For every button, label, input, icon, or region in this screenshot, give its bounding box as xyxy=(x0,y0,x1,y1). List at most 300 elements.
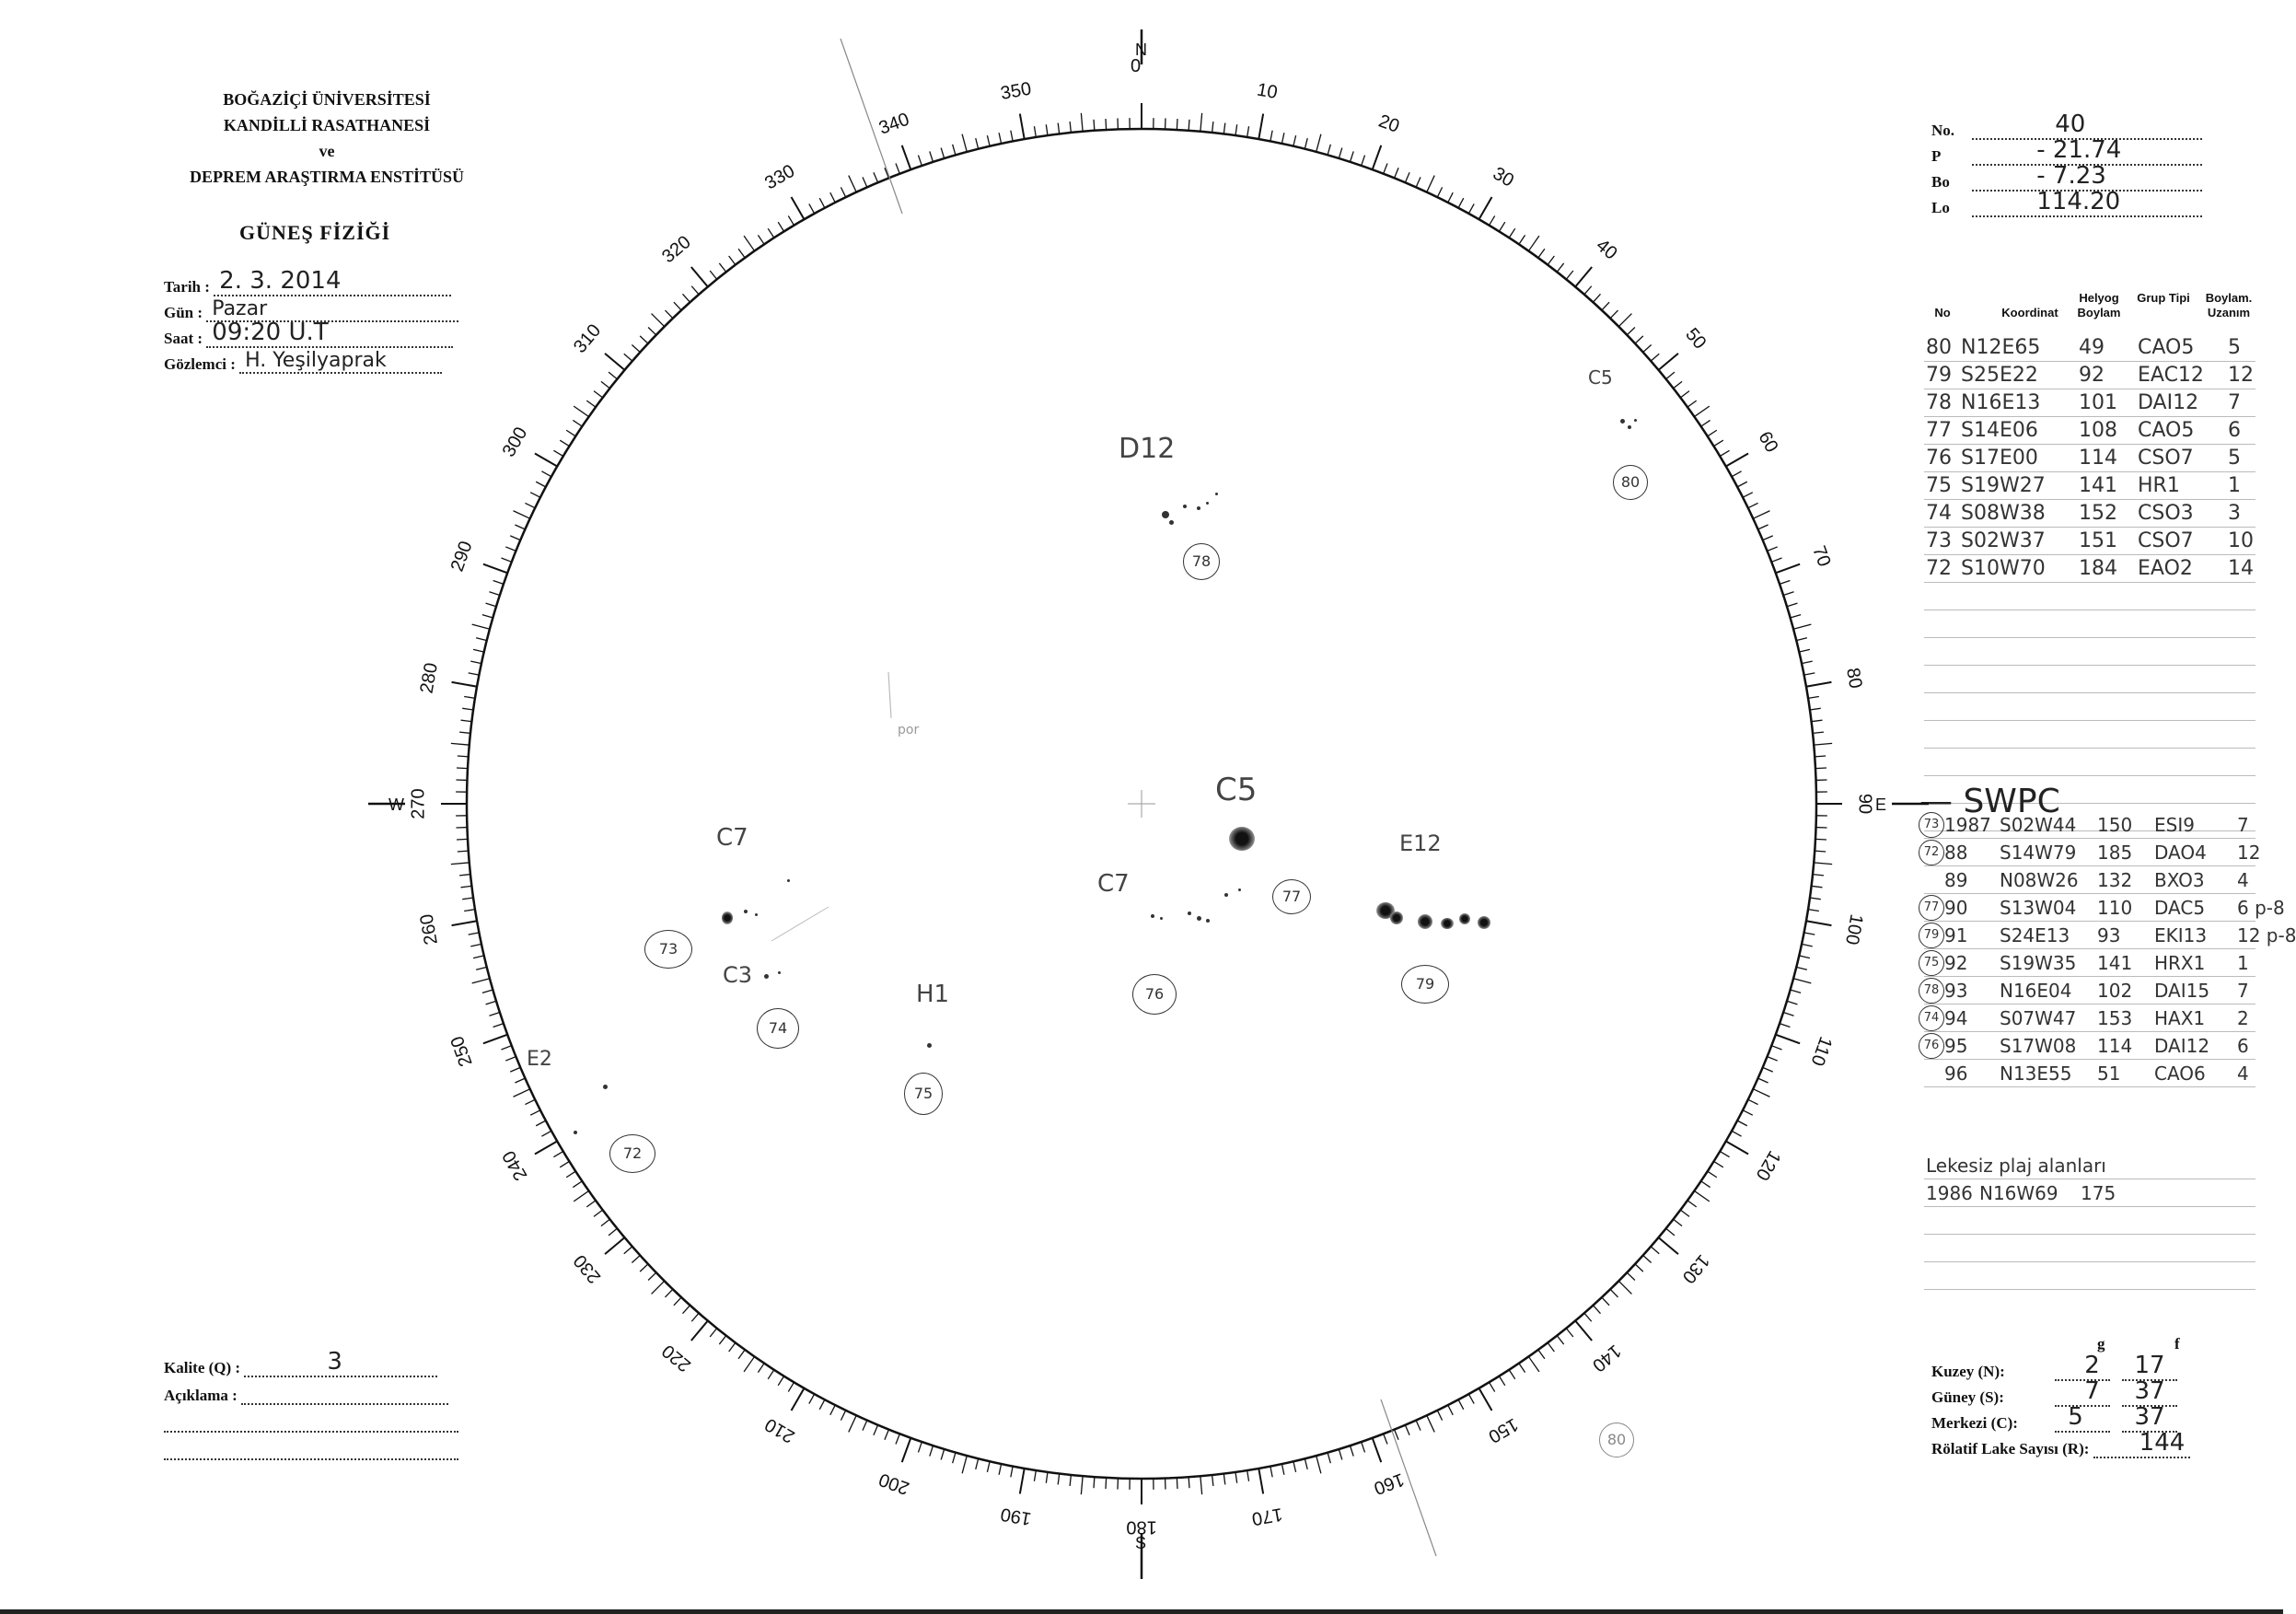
count-north-g: 2 xyxy=(2084,1352,2100,1379)
degree-tick xyxy=(451,743,470,745)
param-lo-label: Lo xyxy=(1931,199,1950,216)
degree-tick xyxy=(469,673,480,675)
degree-label: 270 xyxy=(408,788,429,819)
degree-tick xyxy=(535,454,557,467)
degree-tick xyxy=(902,1438,911,1462)
relative-number-value: 144 xyxy=(2139,1429,2186,1457)
swpc-cell-coord: S19W35 xyxy=(2000,952,2077,974)
degree-tick xyxy=(1771,1046,1781,1050)
swpc-cell-no: 91 xyxy=(1944,924,1968,946)
degree-tick xyxy=(1748,503,1758,507)
degree-tick xyxy=(573,1181,582,1188)
degree-tick xyxy=(1806,921,1832,925)
table-cell-no: 79 xyxy=(1926,364,1952,387)
group-79-spot xyxy=(1459,913,1470,924)
degree-tick xyxy=(648,327,656,334)
degree-label: 350 xyxy=(999,78,1033,104)
swpc-cell-ext: 2 xyxy=(2237,1007,2249,1029)
group-73-label: C7 xyxy=(716,824,748,852)
degree-tick xyxy=(1339,148,1342,158)
group-72-label: E2 xyxy=(527,1048,552,1071)
table-cell-no: 76 xyxy=(1926,447,1952,470)
degree-tick xyxy=(918,1442,922,1452)
degree-tick xyxy=(674,302,681,310)
swpc-cell-lon: 185 xyxy=(2097,842,2133,864)
group-73-spot xyxy=(722,912,733,924)
swpc-cell-lon: 141 xyxy=(2097,952,2133,974)
section-title: GÜNEŞ FİZİĞİ xyxy=(239,221,391,244)
pore-label: por xyxy=(898,723,920,737)
degree-tick xyxy=(1058,1474,1059,1485)
degree-label: 40 xyxy=(1592,235,1621,264)
degree-tick xyxy=(1793,979,1811,983)
degree-tick xyxy=(486,1001,496,1004)
degree-tick xyxy=(999,133,1001,144)
group-72-number: 72 xyxy=(609,1134,655,1173)
degree-tick xyxy=(1804,933,1815,935)
degree-tick xyxy=(691,1313,699,1321)
degree-tick xyxy=(1666,1228,1675,1236)
group-76-label: C7 xyxy=(1097,870,1130,898)
swpc-cell-no: 90 xyxy=(1944,897,1968,919)
group-78-spot xyxy=(1197,506,1200,510)
degree-tick xyxy=(457,839,468,840)
degree-tick xyxy=(1810,708,1821,710)
degree-tick xyxy=(640,1264,648,1271)
degree-tick xyxy=(652,314,665,327)
table-cell-ext: 1 xyxy=(2228,474,2241,497)
group-75-number: 75 xyxy=(904,1073,943,1115)
table-cell-lon: 49 xyxy=(2079,336,2105,359)
group-78-spot xyxy=(1169,520,1174,525)
degree-tick xyxy=(849,176,856,192)
swpc-cell-ext: 4 xyxy=(2237,869,2249,891)
swpc-cell-ext: 4 xyxy=(2237,1062,2249,1085)
degree-tick xyxy=(1351,1446,1354,1456)
degree-label: 290 xyxy=(446,538,477,575)
swpc-cell-lon: 153 xyxy=(2097,1007,2133,1029)
group-78-number: 78 xyxy=(1183,543,1220,580)
plage-lon: 175 xyxy=(2081,1182,2116,1204)
degree-tick xyxy=(744,1356,754,1371)
group-79-label: E12 xyxy=(1399,830,1442,856)
degree-tick xyxy=(819,198,825,208)
group-80-label: C5 xyxy=(1588,366,1613,389)
degree-tick xyxy=(1258,114,1263,140)
degree-tick xyxy=(469,933,480,935)
degree-tick xyxy=(1802,944,1813,946)
degree-tick xyxy=(682,1306,690,1314)
degree-tick xyxy=(1680,1210,1689,1216)
east-label: E xyxy=(1875,795,1887,814)
degree-tick xyxy=(476,638,487,641)
group-75-spot xyxy=(927,1043,932,1048)
table-cell-type: CAO5 xyxy=(2138,336,2195,359)
degree-tick xyxy=(1602,302,1609,310)
count-north-label: Kuzey (N): xyxy=(1931,1363,2005,1380)
swpc-cell-coord: S17W08 xyxy=(2000,1035,2077,1057)
degree-tick xyxy=(1758,525,1768,529)
degree-tick xyxy=(665,310,672,319)
degree-tick xyxy=(472,979,490,983)
degree-tick xyxy=(501,558,511,562)
degree-tick xyxy=(493,1024,504,1028)
table-cell-ext: 3 xyxy=(2228,502,2241,525)
degree-tick xyxy=(1458,1399,1464,1410)
degree-tick xyxy=(1509,228,1515,238)
degree-label: 140 xyxy=(1588,1340,1625,1376)
degree-tick xyxy=(1395,168,1398,178)
degree-tick xyxy=(1674,1219,1682,1225)
table-cell-type: CAO5 xyxy=(2138,419,2195,442)
degree-tick xyxy=(1575,267,1592,286)
degree-tick xyxy=(885,1430,888,1440)
degree-tick xyxy=(594,1210,603,1216)
degree-tick xyxy=(501,1046,511,1050)
degree-tick xyxy=(999,1464,1001,1475)
table-cell-lon: 184 xyxy=(2079,557,2117,580)
degree-tick xyxy=(1427,1415,1434,1432)
table-cell-lon: 152 xyxy=(2079,502,2117,525)
degree-tick xyxy=(1011,1467,1013,1478)
group-77-spot xyxy=(1224,893,1228,897)
degree-tick xyxy=(553,1152,562,1157)
table-cell-type: CSO3 xyxy=(2138,502,2194,525)
degree-tick xyxy=(483,564,507,574)
degree-tick xyxy=(809,1394,815,1403)
swpc-cell-type: EKI13 xyxy=(2154,924,2208,946)
degree-tick xyxy=(738,1350,745,1359)
col-header-no: No xyxy=(1934,306,1951,319)
degree-tick xyxy=(1815,768,1826,769)
degree-label: 150 xyxy=(1484,1413,1522,1447)
degree-label: 70 xyxy=(1808,543,1835,570)
count-center-g: 5 xyxy=(2068,1403,2083,1431)
degree-tick xyxy=(1659,354,1678,370)
group-76-spot xyxy=(1188,912,1191,915)
degree-tick xyxy=(461,720,472,721)
table-cell-type: CSO7 xyxy=(2138,447,2194,470)
swpc-cell-lon: 132 xyxy=(2097,869,2133,891)
degree-tick xyxy=(841,187,845,197)
degree-tick xyxy=(1046,124,1048,135)
degree-tick xyxy=(632,1255,640,1262)
swpc-cell-no: 1987 xyxy=(1944,814,1991,836)
degree-tick xyxy=(1791,990,1802,993)
swpc-cell-lon: 110 xyxy=(2097,897,2133,919)
degree-tick xyxy=(1373,1438,1382,1462)
degree-tick xyxy=(1651,354,1659,361)
degree-tick xyxy=(918,156,922,166)
degree-label: 190 xyxy=(999,1504,1033,1529)
plage-no: 1986 xyxy=(1926,1182,1973,1204)
degree-tick xyxy=(1316,1456,1321,1473)
degree-tick xyxy=(1666,372,1675,379)
degree-tick xyxy=(1720,1152,1729,1157)
degree-tick xyxy=(1763,1067,1773,1072)
degree-tick xyxy=(1793,624,1811,629)
table-cell-no: 77 xyxy=(1926,419,1952,442)
degree-tick xyxy=(1737,1121,1747,1126)
degree-tick xyxy=(1548,1342,1554,1352)
degree-tick xyxy=(1776,1035,1800,1044)
degree-tick xyxy=(1618,314,1631,327)
group-73-spot xyxy=(755,913,758,916)
degree-tick xyxy=(665,1289,672,1297)
degree-tick xyxy=(1808,696,1819,698)
degree-tick xyxy=(553,450,562,456)
param-p-value: - 21.74 xyxy=(2036,136,2122,164)
degree-tick xyxy=(459,732,470,733)
degree-tick xyxy=(1384,163,1387,173)
degree-tick xyxy=(1753,511,1769,518)
param-bo-label: Bo xyxy=(1931,173,1950,191)
group-77-spot xyxy=(1229,827,1255,851)
degree-label: 330 xyxy=(761,160,799,194)
degree-tick xyxy=(541,1131,551,1136)
degree-tick xyxy=(452,682,478,687)
swpc-cell-coord: S24E13 xyxy=(2000,924,2070,946)
scan-edge xyxy=(0,1609,2283,1614)
table-cell-lon: 101 xyxy=(2079,391,2117,414)
degree-tick xyxy=(624,1247,632,1254)
swpc-cell-coord: N08W26 xyxy=(2000,869,2079,891)
degree-tick xyxy=(1796,638,1807,641)
table-cell-type: DAI12 xyxy=(2138,391,2199,414)
swpc-cell-lon: 93 xyxy=(2097,924,2121,946)
degree-tick xyxy=(560,440,569,446)
degree-tick xyxy=(1427,176,1434,192)
table-cell-lon: 141 xyxy=(2079,474,2117,497)
degree-tick xyxy=(1437,187,1442,197)
degree-tick xyxy=(1293,1461,1296,1472)
date-value: 2. 3. 2014 xyxy=(219,267,342,295)
degree-tick xyxy=(1799,649,1810,652)
degree-tick xyxy=(1328,1453,1330,1464)
degree-tick xyxy=(525,1099,535,1104)
swpc-cell-ext: 6 p-8 xyxy=(2237,897,2285,919)
degree-tick xyxy=(1643,1255,1652,1262)
degree-tick xyxy=(1694,1190,1709,1201)
swpc-cell-coord: S14W79 xyxy=(2000,842,2077,864)
degree-tick xyxy=(1499,222,1504,231)
degree-tick xyxy=(574,406,588,416)
degree-tick xyxy=(1437,1411,1442,1421)
degree-tick xyxy=(1270,1467,1272,1478)
degree-tick xyxy=(729,1342,736,1352)
group-74-spot xyxy=(778,971,781,974)
degree-tick xyxy=(1808,910,1819,912)
param-bo-value: - 7.23 xyxy=(2036,162,2106,190)
degree-tick xyxy=(1058,123,1059,134)
degree-label: 210 xyxy=(761,1413,799,1447)
table-cell-no: 75 xyxy=(1926,474,1952,497)
degree-tick xyxy=(1627,327,1635,334)
swpc-ref-number: 73 xyxy=(1919,812,1944,838)
degree-tick xyxy=(1674,381,1682,388)
degree-tick xyxy=(1726,1142,1748,1155)
degree-tick xyxy=(1281,133,1283,144)
degree-tick xyxy=(962,1456,967,1473)
degree-tick xyxy=(1212,122,1213,133)
swpc-cell-ext: 7 xyxy=(2237,814,2249,836)
degree-tick xyxy=(640,336,648,343)
degree-label: 220 xyxy=(658,1340,695,1376)
degree-tick xyxy=(510,1067,520,1072)
degree-tick xyxy=(1651,1247,1659,1254)
table-cell-ext: 14 xyxy=(2228,557,2254,580)
degree-tick xyxy=(941,148,945,158)
degree-label: 10 xyxy=(1255,79,1280,103)
degree-tick xyxy=(863,1421,867,1431)
group-74-number: 74 xyxy=(757,1008,799,1049)
degree-label: 300 xyxy=(498,424,532,461)
group-80-spot xyxy=(1628,425,1631,429)
degree-tick xyxy=(1799,956,1810,958)
degree-tick xyxy=(1020,1469,1025,1494)
institution-name: BOĞAZİÇİ ÜNİVERSİTESİ xyxy=(223,90,431,109)
observer-label: Gözlemci : xyxy=(164,355,236,373)
table-cell-coord: N16E13 xyxy=(1961,391,2041,414)
count-south-g: 7 xyxy=(2084,1377,2100,1405)
count-center-f: 37 xyxy=(2134,1403,2165,1431)
degree-tick xyxy=(459,875,470,876)
degree-tick xyxy=(719,1336,725,1344)
degree-tick xyxy=(515,525,525,529)
degree-tick xyxy=(987,1461,990,1472)
degree-tick xyxy=(1557,1336,1563,1344)
degree-tick xyxy=(758,235,764,244)
degree-tick xyxy=(849,1415,856,1432)
quality-label: Kalite (Q) : xyxy=(164,1359,241,1376)
degree-tick xyxy=(1758,1078,1768,1083)
degree-tick xyxy=(535,1142,557,1155)
swpc-cell-lon: 102 xyxy=(2097,980,2133,1002)
pore-marker xyxy=(888,672,891,718)
header-conjunction: ve xyxy=(319,142,335,160)
degree-tick xyxy=(525,503,535,507)
degree-label: 120 xyxy=(1751,1146,1785,1184)
degree-tick xyxy=(1701,1181,1710,1188)
degree-tick xyxy=(809,203,815,213)
degree-tick xyxy=(682,294,690,302)
degree-tick xyxy=(586,401,596,407)
degree-tick xyxy=(841,1411,845,1421)
degree-tick xyxy=(930,1446,933,1456)
plage-note: Lekesiz plaj alanları xyxy=(1926,1155,2106,1177)
degree-tick xyxy=(566,430,575,436)
degree-tick xyxy=(863,177,867,187)
degree-tick xyxy=(482,615,493,618)
degree-tick xyxy=(462,898,473,900)
swpc-ref-number: 78 xyxy=(1919,978,1944,1004)
degree-tick xyxy=(1490,1382,1495,1391)
group-73-number: 73 xyxy=(644,930,692,969)
degree-tick xyxy=(953,1453,956,1464)
degree-tick xyxy=(1416,1421,1421,1431)
degree-tick xyxy=(1708,430,1717,436)
degree-label: 280 xyxy=(416,661,442,695)
degree-tick xyxy=(778,1376,783,1386)
swpc-cell-type: CAO6 xyxy=(2154,1062,2206,1085)
swpc-cell-type: BXO3 xyxy=(2154,869,2205,891)
degree-tick xyxy=(1618,1281,1631,1294)
degree-tick xyxy=(896,163,899,173)
degree-tick xyxy=(476,967,487,970)
degree-tick xyxy=(514,1089,530,1097)
degree-tick xyxy=(1070,122,1071,133)
swpc-ref-number: 77 xyxy=(1919,895,1944,921)
degree-tick xyxy=(1687,401,1697,407)
group-78-spot xyxy=(1215,493,1218,495)
swpc-cell-ext: 7 xyxy=(2237,980,2249,1002)
degree-tick xyxy=(515,1078,525,1083)
degree-tick xyxy=(1659,1237,1678,1254)
degree-tick xyxy=(1416,177,1421,187)
degree-tick xyxy=(1701,420,1710,426)
degree-tick xyxy=(1813,875,1824,876)
swpc-cell-lon: 150 xyxy=(2097,814,2133,836)
count-south-f: 37 xyxy=(2134,1377,2165,1405)
degree-label: 130 xyxy=(1677,1250,1714,1287)
group-79-spot xyxy=(1390,912,1403,924)
degree-tick xyxy=(489,1013,499,1016)
degree-tick xyxy=(1305,138,1307,149)
degree-tick xyxy=(505,547,516,551)
degree-tick xyxy=(470,661,481,663)
degree-tick xyxy=(1362,1442,1365,1452)
degree-tick xyxy=(473,956,484,958)
degree-tick xyxy=(1247,1470,1249,1481)
degree-tick xyxy=(573,420,582,426)
degree-tick xyxy=(830,192,835,203)
degree-label: 170 xyxy=(1250,1504,1284,1529)
degree-tick xyxy=(1584,286,1592,295)
swpc-cell-no: 96 xyxy=(1944,1062,1968,1085)
degree-tick xyxy=(1081,113,1083,132)
count-north-f: 17 xyxy=(2134,1352,2165,1379)
degree-tick xyxy=(1339,1449,1342,1459)
degree-tick xyxy=(457,768,468,769)
degree-tick xyxy=(1593,1306,1600,1314)
degree-tick xyxy=(1538,249,1545,258)
degree-label: 320 xyxy=(658,231,695,268)
degree-tick xyxy=(1235,124,1237,135)
observatory-name: KANDİLLİ RASATHANESİ xyxy=(223,116,431,134)
degree-tick xyxy=(930,151,933,161)
swpc-ref-number: 79 xyxy=(1919,923,1944,948)
degree-tick xyxy=(464,696,475,698)
degree-tick xyxy=(1815,839,1826,840)
degree-label: 260 xyxy=(416,912,442,946)
degree-tick xyxy=(472,624,490,629)
degree-tick xyxy=(1405,1425,1409,1435)
degree-label: 20 xyxy=(1375,110,1402,137)
degree-tick xyxy=(1270,131,1272,142)
degree-tick xyxy=(1011,131,1013,142)
col-header-boylam: Boylam. Uzanım xyxy=(2205,291,2253,319)
degree-tick xyxy=(1812,720,1823,721)
group-78-spot xyxy=(1162,511,1169,518)
north-label: N xyxy=(1135,41,1147,59)
degree-label: 100 xyxy=(1841,912,1867,946)
degree-tick xyxy=(729,256,736,265)
degree-tick xyxy=(1235,1472,1237,1483)
degree-tick xyxy=(473,649,484,652)
degree-tick xyxy=(1627,1272,1635,1280)
degree-tick xyxy=(566,1171,575,1178)
col-header-grup: Grup Tipi xyxy=(2137,291,2190,305)
